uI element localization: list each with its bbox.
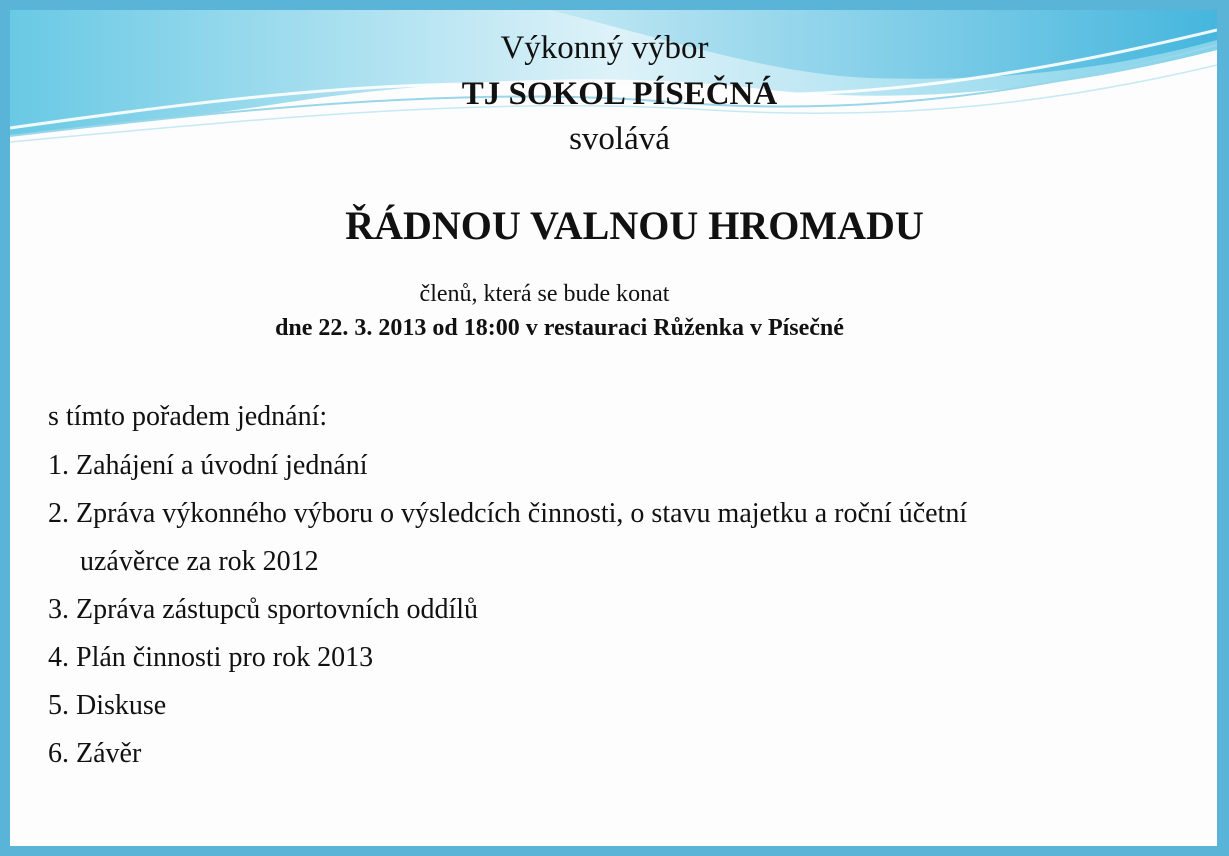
meeting-title: ŘÁDNOU VALNOU HROMADU	[345, 203, 924, 248]
agenda-item-continuation: uzávěrce za rok 2012	[80, 546, 319, 577]
agenda-item: 1. Zahájení a úvodní jednání	[48, 450, 368, 481]
date-location-line: dne 22. 3. 2013 od 18:00 v restauraci Růženka v Písečné	[275, 315, 844, 341]
agenda-item: 5. Diskuse	[48, 690, 167, 721]
agenda-item: 6. Závěr	[48, 738, 142, 769]
agenda-list	[48, 442, 967, 778]
convenes-line: svolává	[569, 121, 670, 157]
club-name: TJ SOKOL PÍSEČNÁ	[461, 76, 778, 112]
agenda-intro: s tímto pořadem jednání:	[48, 401, 328, 432]
agenda-item: 2. Zpráva výkonného výboru o výsledcích činnosti, o stavu majetku a roční účetní uzávěrce za rok 2012	[48, 490, 967, 586]
organizer-line: Výkonný výbor	[500, 30, 709, 66]
document-page	[10, 10, 1217, 846]
agenda-item: 4. Plán činnosti pro rok 2013	[48, 642, 374, 673]
agenda-item: 3. Zpráva zástupců sportovních oddílů	[48, 594, 479, 625]
members-line: členů, která se bude konat	[419, 281, 670, 307]
